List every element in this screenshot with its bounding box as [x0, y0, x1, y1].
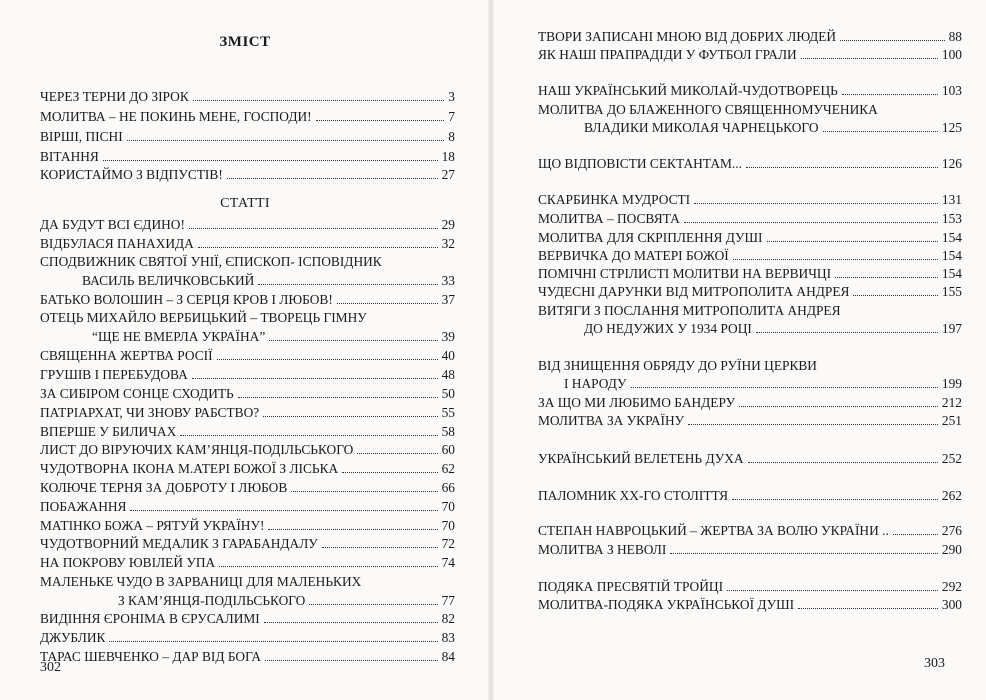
- right-page: [492, 0, 986, 700]
- toc-entry: НАШ УКРАЇНСЬКИЙ МИКОЛАЙ-ЧУДОТВОРЕЦЬ 103: [538, 83, 962, 98]
- toc-entry: ЗА ЩО МИ ЛЮБИМО БАНДЕРУ 212: [538, 395, 962, 410]
- toc-entry: ВПЕРШЕ У БИЛИЧАХ 58: [40, 424, 455, 439]
- toc-entry: КОРИСТАЙМО З ВІДПУСТІВ! 27: [40, 167, 455, 182]
- toc-entry: УКРАЇНСЬКИЙ ВЕЛЕТЕНЬ ДУХА 252: [538, 451, 962, 466]
- toc-entry: ПОМІЧНІ СТРІЛИСТІ МОЛИТВИ НА ВЕРВИЧЦІ 154: [538, 266, 962, 281]
- toc-entry: МОЛИТВА – НЕ ПОКИНЬ МЕНЕ, ГОСПОДИ! 7: [40, 109, 455, 124]
- toc-entry: ПОБАЖАННЯ 70: [40, 499, 455, 514]
- toc-line: ВИТЯГИ З ПОСЛАННЯ МИТРОПОЛИТА АНДРЕЯ: [538, 303, 841, 318]
- toc-entry: ЧУДОТВОРНА ІКОНА М.АТЕРІ БОЖОЇ З ЛІСЬКА 62: [40, 461, 455, 476]
- toc-entry: ЧЕРЕЗ ТЕРНИ ДО ЗІРОК 3: [40, 89, 455, 104]
- toc-entry: СКАРБИНКА МУДРОСТІ 131: [538, 192, 962, 207]
- toc-entry: І НАРОДУ 199: [564, 376, 962, 391]
- left-page: [0, 0, 490, 700]
- contents-title: ЗМІСТ: [219, 34, 271, 50]
- toc-entry: ВИДІННЯ ЄРОНІМА В ЄРУСАЛИМІ 82: [40, 611, 455, 626]
- toc-entry: ТВОРИ ЗАПИСАНІ МНОЮ ВІД ДОБРИХ ЛЮДЕЙ 88: [538, 29, 962, 44]
- toc-entry: СВЯЩЕННА ЖЕРТВА РОСІЇ 40: [40, 348, 455, 363]
- toc-entry: СТЕПАН НАВРОЦЬКИЙ – ЖЕРТВА ЗА ВОЛЮ УКРАЇНИ .. 276: [538, 523, 962, 538]
- toc-entry: МОЛИТВА ЗА УКРАЇНУ 251: [538, 413, 962, 428]
- toc-entry: ТАРАС ШЕВЧЕНКО – ДАР ВІД БОГА 84: [40, 649, 455, 664]
- toc-entry: ВАСИЛЬ ВЕЛИЧКОВСЬКИЙ 33: [82, 273, 455, 288]
- toc-entry: ПАЛОМНИК XX-ГО СТОЛІТТЯ 262: [538, 488, 962, 503]
- toc-line: СПОДВИЖНИК СВЯТОЇ УНІЇ, ЄПИСКОП- ІСПОВІДНИК: [40, 254, 382, 269]
- toc-entry: ЛИСТ ДО ВІРУЮЧИХ КАМ’ЯНЦЯ-ПОДІЛЬСЬКОГО 60: [40, 442, 455, 457]
- toc-entry: ВІДБУЛАСЯ ПАНАХИДА 32: [40, 236, 455, 251]
- toc-entry: МОЛИТВА-ПОДЯКА УКРАЇНСЬКОЇ ДУШІ 300: [538, 597, 962, 612]
- toc-entry: ВЛАДИКИ МИКОЛАЯ ЧАРНЕЦЬКОГО 125: [584, 120, 962, 135]
- toc-entry: ВІТАННЯ 18: [40, 149, 455, 164]
- toc-entry: КОЛЮЧЕ ТЕРНЯ ЗА ДОБРОТУ І ЛЮБОВ 66: [40, 480, 455, 495]
- toc-entry: ПОДЯКА ПРЕСВЯТІЙ ТРОЙЦІ 292: [538, 579, 962, 594]
- page-number: 303: [924, 656, 945, 671]
- section-title: СТАТТІ: [220, 196, 270, 211]
- toc-line: МОЛИТВА ДО БЛАЖЕННОГО СВЯЩЕННОМУЧЕНИКА: [538, 102, 878, 117]
- toc-entry: ВЕРВИЧКА ДО МАТЕРІ БОЖОЇ 154: [538, 248, 962, 263]
- toc-entry: МАТІНКО БОЖА – РЯТУЙ УКРАЇНУ! 70: [40, 518, 455, 533]
- toc-entry: ДЖУБЛИК 83: [40, 630, 455, 645]
- toc-entry: МОЛИТВА – ПОСВЯТА 153: [538, 211, 962, 226]
- toc-entry: ГРУШІВ І ПЕРЕБУДОВА 48: [40, 367, 455, 382]
- toc-entry: ЩО ВІДПОВІСТИ СЕКТАНТАМ... 126: [538, 156, 962, 171]
- toc-entry: ЯК НАШІ ПРАПРАДІДИ У ФУТБОЛ ГРАЛИ 100: [538, 47, 962, 62]
- toc-entry: МОЛИТВА ДЛЯ СКРІПЛЕННЯ ДУШІ 154: [538, 230, 962, 245]
- page-number: 302: [40, 660, 61, 675]
- toc-entry: НА ПОКРОВУ ЮВІЛЕЙ УПА 74: [40, 555, 455, 570]
- toc-line: МАЛЕНЬКЕ ЧУДО В ЗАРВАНИЦІ ДЛЯ МАЛЕНЬКИХ: [40, 574, 362, 589]
- toc-line: ОТЕЦЬ МИХАЙЛО ВЕРБИЦЬКИЙ – ТВОРЕЦЬ ГІМНУ: [40, 310, 367, 325]
- toc-entry: “ЩЕ НЕ ВМЕРЛА УКРАЇНА” 39: [92, 329, 455, 344]
- toc-entry: ДО НЕДУЖИХ У 1934 РОЦІ 197: [584, 321, 962, 336]
- toc-entry: ЧУДЕСНІ ДАРУНКИ ВІД МИТРОПОЛИТА АНДРЕЯ 155: [538, 284, 962, 299]
- toc-entry: ВІРШІ, ПІСНІ 8: [40, 129, 455, 144]
- toc-entry: ЧУДОТВОРНИЙ МЕДАЛИК З ГАРАБАНДАЛУ 72: [40, 536, 455, 551]
- toc-entry: ЗА СИБІРОМ СОНЦЕ СХОДИТЬ 50: [40, 386, 455, 401]
- toc-entry: ДА БУДУТ ВСІ ЄДИНО! 29: [40, 217, 455, 232]
- toc-entry: МОЛИТВА З НЕВОЛІ 290: [538, 542, 962, 557]
- toc-line: ВІД ЗНИЩЕННЯ ОБРЯДУ ДО РУЇНИ ЦЕРКВИ: [538, 358, 817, 373]
- toc-entry: З КАМ’ЯНЦЯ-ПОДІЛЬСЬКОГО 77: [118, 593, 455, 608]
- toc-entry: БАТЬКО ВОЛОШИН – З СЕРЦЯ КРОВ І ЛЮБОВ! 37: [40, 292, 455, 307]
- toc-entry: ПАТРІАРХАТ, ЧИ ЗНОВУ РАБСТВО? 55: [40, 405, 455, 420]
